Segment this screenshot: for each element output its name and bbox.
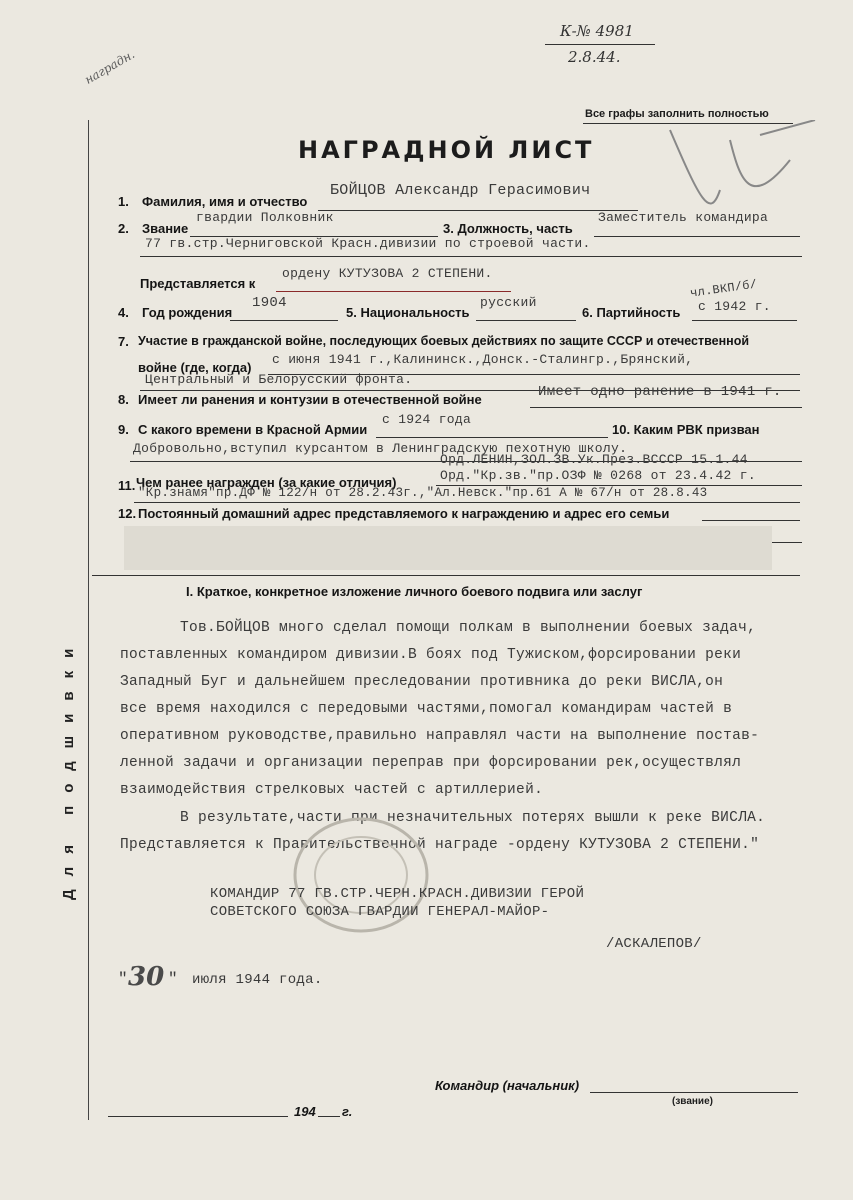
present-value: ордену КУТУЗОВА 2 СТЕПЕНИ. [282,266,493,281]
field-3-value-2: 77 гв.стр.Черниговской Красн.дивизии по строевой части. [145,236,591,251]
field-11-value-2: Орд."Кр.зв."пр.ОЗФ № 0268 от 23.4.42 г. [440,468,756,483]
signature-name: /АСКАЛЕПОВ/ [606,936,702,952]
footer-year-line [318,1116,340,1117]
field-2-value: гвардии Полковник [196,210,334,225]
field-4-number: 4. [118,305,129,320]
field-11-label: Чем ранее награжден (за какие отличия) [136,475,397,490]
body-line-3: Западный Буг и дальнейшем преследовании противника до реки ВИСЛА,он [120,674,724,690]
field-12-label: Постоянный домашний адрес представляемого к награждению и адрес его семьи [138,506,670,521]
field-9-number: 9. [118,422,129,437]
field-6-value: с 1942 г. [698,299,771,314]
field-2-label: Звание [142,221,189,236]
corner-note: наградн. [82,47,138,87]
fill-instruction: Все графы заполнить полностью [585,108,769,120]
section-heading: I. Краткое, конкретное изложение личного боевого подвига или заслуг [186,584,643,599]
footer-date-suffix: г. [342,1104,353,1119]
field-11-line-2 [134,502,800,503]
field-6-line [692,320,797,321]
body-line-6: ленной задачи и организации переправ при форсировании рек,осуществлял [120,755,742,771]
field-11-value-3: "Кр.знамя"пр.ДФ № 122/н от 28.2.43г.,"Ал.Невск."пр.61 А № 67/н от 28.8.43 [138,486,708,500]
page-title: НАГРАДНОЙ ЛИСТ [298,136,595,164]
registry-number: К-№ 4981 [560,22,634,40]
field-7-label-1: Участие в гражданской войне, последующих боевых действиях по защите СССР и отечественной [138,334,750,348]
field-3-label: 3. Должность, часть [443,221,573,236]
body-line-5: оперативном руководстве,правильно направлял части на выполнение постав- [120,728,760,744]
field-11-value-1: Орд.ЛЕНИН,ЗОЛ.ЗВ.Ук.През.ВСССР 15.1.44 [440,452,748,467]
field-1-label: Фамилия, имя и отчество [142,194,308,209]
field-8-value: Имеет одно ранение в 1941 г. [538,384,782,400]
field-1-line [318,210,638,211]
rank-label: (звание) [672,1096,713,1107]
field-5-value: русский [480,295,537,310]
field-9-value: с 1924 года [382,412,472,427]
field-8-number: 8. [118,392,129,407]
footer-date-line [108,1116,288,1117]
field-4-label: Год рождения [142,305,233,320]
signature-line-2: СОВЕТСКОГО СОЮЗА ГВАРДИИ ГЕНЕРАЛ-МАЙОР- [210,904,550,920]
registry-date: 2.8.44. [568,48,621,66]
field-2-number: 2. [118,221,129,236]
field-6-label: 6. Партийность [582,305,681,320]
field-7-label-2: войне (где, когда) [138,360,252,375]
field-10-label: 10. Каким РВК призван [612,422,760,437]
field-7-number: 7. [118,334,129,349]
field-11-number: 11. [118,478,136,493]
field-3-line-1 [594,236,800,237]
present-line [276,291,511,292]
field-4-line [230,320,338,321]
field-9-label: С какого времени в Красной Армии [138,422,368,437]
field-8-label: Имеет ли ранения и контузии в отечественной войне [138,392,482,407]
field-3-value-1: Заместитель командира [598,210,769,225]
signature-line-1: КОМАНДИР 77 ГВ.СТР.ЧЕРН.КРАСН.ДИВИЗИИ ГЕРОЙ [210,886,585,902]
redacted-address [124,526,772,570]
result-line-1: В результате,части при незначительных потерях вышли к реке ВИСЛА. [180,810,766,826]
date-rest: июля 1944 года. [192,972,323,988]
body-line-2: поставленных командиром дивизии.В боях под Тужиском,форсировании реки [120,647,742,663]
footer-date-year: 194 [294,1104,316,1119]
date-quote-close: " [168,970,178,988]
present-label: Представляется к [140,276,256,291]
field-1-number: 1. [118,194,129,209]
field-7-value-1: с июня 1941 г.,Калининск.,Донск.-Сталингр.,Брянский, [272,352,694,367]
field-10-value: Добровольно,вступил курсантом в Ленинградскую пехотную школу. [133,441,628,456]
margin-line [88,120,89,1120]
section-divider [92,575,800,576]
field-8-line [530,407,802,408]
body-line-7: взаимодействия стрелковых частей с артиллерией. [120,782,544,798]
field-12-number: 12. [118,506,137,521]
field-9-line [376,437,608,438]
field-7-value-2: Центральный и Белорусский фронта. [145,372,413,387]
field-5-label: 5. Национальность [346,305,470,320]
side-label: Для подшивки [60,635,77,900]
result-line-2: Представляется к Правительственной награде -ордену КУТУЗОВА 2 СТЕПЕНИ." [120,837,760,853]
date-quote-open: " [118,970,128,988]
field-12-line-1 [702,520,800,521]
commander-line [590,1092,798,1093]
field-3-line-2 [140,256,802,257]
field-1-value: БОЙЦОВ Александр Герасимович [330,182,591,199]
field-5-line [476,320,576,321]
seal-icon [286,810,436,940]
date-day: 30 [128,962,165,992]
field-6-value-top: чл.ВКП/б/ [689,277,759,301]
field-4-value: 1904 [252,295,287,311]
body-line-4: все время находился с передовыми частями,помогал командирам частей в [120,701,733,717]
stamp-underline [545,44,655,45]
commander-label: Командир (начальник) [435,1078,580,1093]
body-line-1: Тов.БОЙЦОВ много сделал помощи полкам в выполнении боевых задач, [180,620,757,636]
